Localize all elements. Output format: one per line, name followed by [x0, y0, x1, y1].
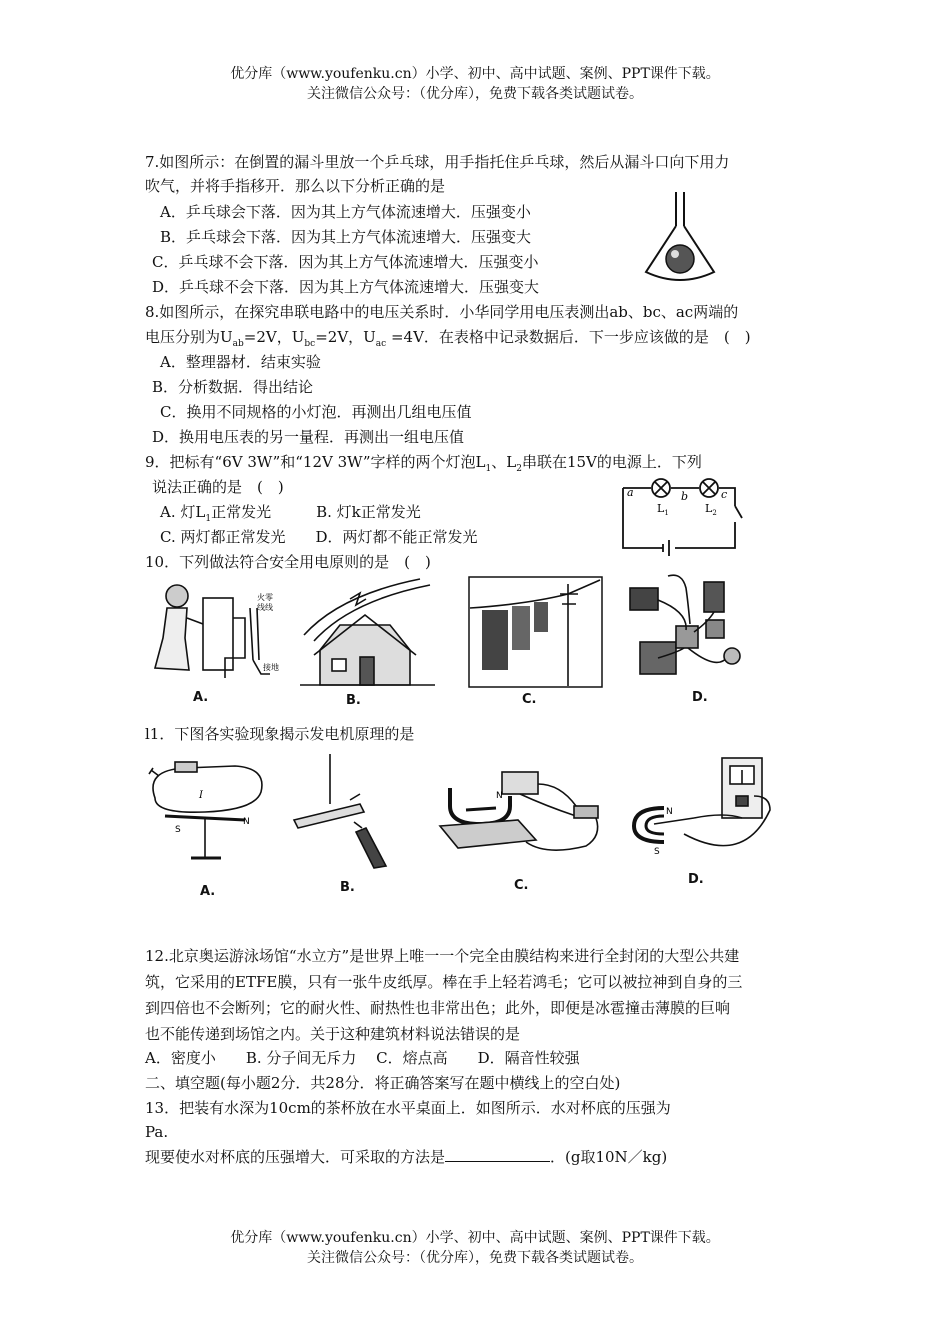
q10-figure-c — [468, 576, 603, 688]
q8-option-b: B．分析数据．得出结论 — [152, 378, 314, 396]
q8-option-c: C．换用不同规格的小灯泡．再测出几组电压值 — [160, 403, 472, 421]
q7-stem-2: 吹气，并将手指移开．那么以下分析正确的是 — [145, 177, 446, 195]
header-line-2: 关注微信公众号：（优分库），免费下载各类试题试卷。 — [307, 86, 643, 102]
footer-line-2: 关注微信公众号：（优分库），免费下载各类试题试卷。 — [307, 1250, 643, 1266]
q11-figure-d — [624, 756, 774, 868]
q13-answer-blank[interactable] — [445, 1147, 550, 1162]
q11-figure-a — [145, 758, 270, 870]
section-2-heading: 二、填空题(每小题2分．共28分．将正确答案写在题中横线上的空白处) — [145, 1074, 621, 1092]
q10-label-b: B. — [346, 693, 361, 708]
header-line-1: 优分库（www.youfenku.cn）小学、初中、高中试题、案例、PPT课件下载。 — [230, 66, 720, 82]
q8-option-a: A．整理器材．结束实验 — [160, 353, 321, 371]
q13-line-2: Pa. — [145, 1123, 169, 1141]
fig-a-text-ground: 接地 — [263, 663, 279, 672]
fig-d-north-pole: N — [666, 807, 673, 817]
q7-option-d: D．乒乓球不会下落．因为其上方气体流速增大．压强变大 — [152, 278, 540, 296]
q11-label-b: B. — [340, 880, 355, 895]
q7-option-a: A．乒乓球会下落．因为其上方气体流速增大．压强变小 — [160, 203, 531, 221]
point-a-label: a — [627, 486, 634, 499]
funnel-figure — [638, 190, 722, 286]
q9-stem-1: 9．把标有“6V 3W”和“12V 3W”字样的两个灯泡$L_1$、$L_2$串联在15V的电源上．下列 — [145, 453, 702, 474]
q7-option-b: B．乒乓球会下落．因为其上方气体流速增大．压强变大 — [160, 228, 532, 246]
q10-figure-a — [145, 578, 285, 688]
q10-label-a: A. — [193, 690, 209, 705]
q13-line-3: 现要使水对杯底的压强增大．可采取的方法是 ．(g取10N／kg) — [145, 1148, 668, 1166]
point-b-label: b — [681, 490, 689, 503]
q10-label-c: C. — [522, 692, 537, 707]
series-circuit-figure — [615, 472, 750, 556]
lamp-l1-label: $L_1$ — [657, 502, 669, 517]
fig-a-current-symbol: I — [199, 790, 203, 801]
q9-options-ab: A. 灯$L_1$正常发光 B. 灯k正常发光 — [160, 503, 421, 524]
fig-a-north-pole: N — [243, 817, 250, 827]
q10-label-d: D. — [692, 690, 708, 705]
footer-line-1: 优分库（www.youfenku.cn）小学、初中、高中试题、案例、PPT课件下载。 — [230, 1230, 720, 1246]
q8-option-d: D．换用电压表的另一量程．再测出一组电压值 — [152, 428, 465, 446]
q11-label-a: A. — [200, 884, 216, 899]
q11-figure-b — [290, 754, 390, 869]
q8-stem-2: 电压分别为$U_{ab}=2V$，$U_{bc}=2V$，$U_{ac} =4V$．在表格中记录数据后．下一步应该做的是 ( ) — [145, 328, 751, 349]
q11-label-d: D. — [688, 872, 704, 887]
q12-line-2: 筑，它采用的ETFE膜，只有一张牛皮纸厚。棒在手上轻若鸿毛；它可以被拉神到自身的三 — [145, 973, 743, 991]
point-c-label: c — [721, 488, 728, 501]
q7-option-c: C．乒乓球不会下落．因为其上方气体流速增大．压强变小 — [152, 253, 539, 271]
q8-stem-1: 8.如图所示，在探究串联电路中的电压关系时．小华同学用电压表测出ab、bc、ac两端的 — [145, 303, 739, 321]
q10-figure-d — [628, 572, 748, 684]
q10-figure-b — [300, 575, 435, 690]
q9-options-cd: C. 两灯都正常发光 D．两灯都不能正常发光 — [160, 528, 478, 546]
q12-line-1: 12.北京奥运游泳场馆“水立方”是世界上唯一一个完全由膜结构来进行全封闭的大型公共建 — [145, 947, 740, 965]
q9-stem-2: 说法正确的是 ( ) — [152, 478, 284, 496]
fig-c-north-pole: N — [496, 791, 503, 801]
q12-line-3: 到四倍也不会断列；它的耐火性、耐热性也非常出色；此外，即便是冰雹撞击薄膜的巨响 — [145, 999, 731, 1017]
q11-stem: l1．下图各实验现象揭示发电机原理的是 — [145, 725, 415, 743]
lamp-l2-label: $L_2$ — [705, 502, 717, 517]
q13-line-1: 13．把装有水深为10cm的茶杯放在水平桌面上．如图所示．水对杯底的压强为 — [145, 1099, 671, 1117]
fig-a-text-live-neutral: 火零 — [257, 593, 273, 602]
fig-a-south-pole: S — [175, 825, 181, 835]
q12-line-4: 也不能传递到场馆之内。关于这种建筑材料说法错误的是 — [145, 1025, 521, 1043]
q7-stem-1: 7.如图所示：在倒置的漏斗里放一个乒乓球，用手指托住乒乓球，然后从漏斗口向下用力 — [145, 153, 730, 171]
ping-pong-ball — [666, 245, 694, 273]
q11-label-c: C. — [514, 878, 529, 893]
q10-stem: 10．下列做法符合安全用电原则的是 ( ) — [145, 553, 431, 571]
fig-d-south-pole: S — [654, 847, 660, 857]
q12-options: A．密度小 B. 分子间无斥力 C．熔点高 D．隔音性较强 — [145, 1049, 580, 1067]
fig-a-text-wires: 线线 — [257, 603, 273, 612]
q11-figure-c — [436, 766, 606, 866]
